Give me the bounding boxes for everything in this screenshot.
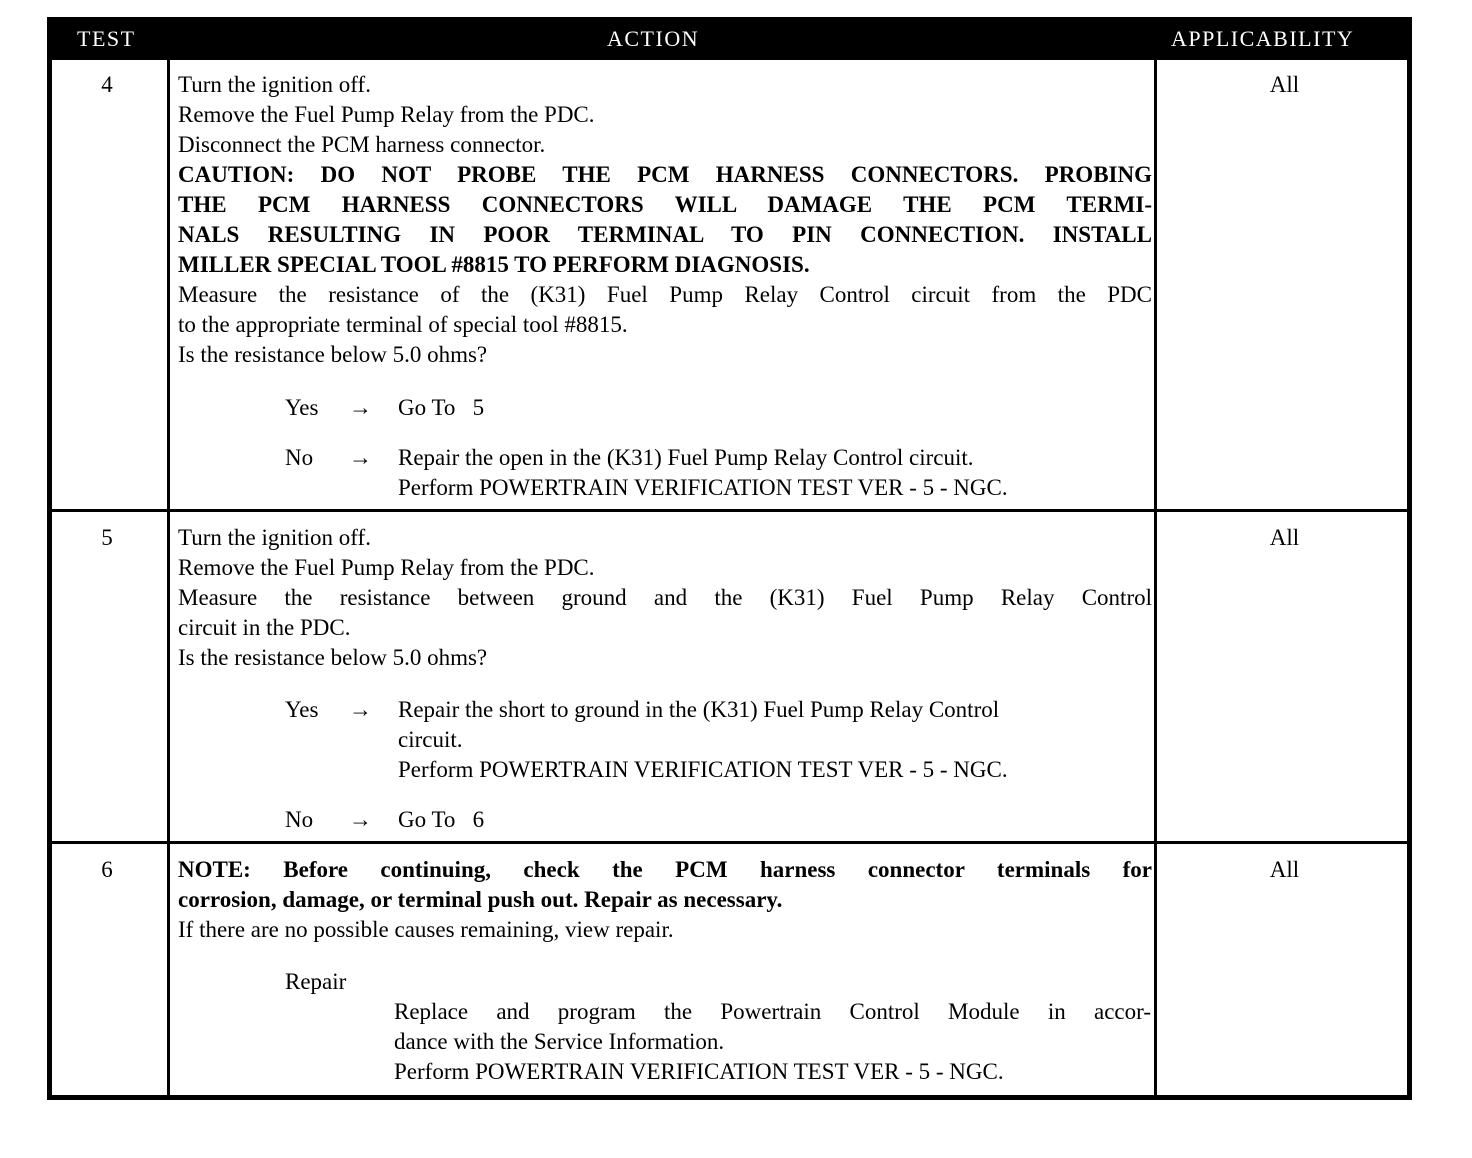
action-text [178,70,1152,370]
note-line: NOTE: Before continuing, check the PCM harness connector terminals for [178,857,1152,882]
table-body [52,60,1407,1095]
yes-result: Repair the short to ground in the (K31) Fuel Pump Relay Control [398,697,1000,722]
action-line: Disconnect the PCM harness connector. [178,132,546,157]
no-result: Perform POWERTRAIN VERIFICATION TEST VER - 5 - NGC. [398,475,1008,500]
header-test: TEST [77,26,136,51]
action-line: If there are no possible causes remaining, view repair. [178,917,674,942]
repair-line: Perform POWERTRAIN VERIFICATION TEST VER - 5 - NGC. [394,1059,1004,1084]
test-number: 4 [101,72,113,97]
no-label: No [285,807,314,832]
applicability-value: All [1269,525,1300,550]
test-number: 6 [101,857,113,882]
action-line: circuit in the PDC. [178,615,351,640]
arrow-icon: → [349,395,372,420]
applicability-value: All [1269,72,1300,97]
test-number: 5 [101,525,113,550]
action-line: Is the resistance below 5.0 ohms? [178,342,488,367]
note-line: corrosion, damage, or terminal push out. Repair as necessary. [178,887,783,912]
action-text [178,855,1152,945]
yes-label: Yes [285,697,319,722]
diagnostic-table [47,17,1412,1100]
column-divider [1154,60,1157,1095]
action-line: Measure the resistance of the (K31) Fuel Pump Relay Control circuit from the PDC [178,282,1152,307]
yes-label: Yes [285,395,319,420]
action-line: Remove the Fuel Pump Relay from the PDC. [178,555,595,580]
repair-text [394,997,1151,1087]
action-line: Remove the Fuel Pump Relay from the PDC. [178,102,595,127]
arrow-icon: → [349,697,372,722]
no-label: No [285,445,314,470]
caution-line: MILLER SPECIAL TOOL #8815 TO PERFORM DIAGNOSIS. [178,252,810,277]
repair-line: Replace and program the Powertrain Control Module in accor- [394,999,1151,1024]
caution-line: CAUTION: DO NOT PROBE THE PCM HARNESS CONNECTORS. PROBING [178,162,1152,187]
column-divider [167,60,170,1095]
action-line: Turn the ignition off. [178,525,371,550]
yes-result: circuit. [398,727,463,752]
no-result: Go To 6 [398,807,485,832]
action-line: Turn the ignition off. [178,72,371,97]
action-line: Measure the resistance between ground and the (K31) Fuel Pump Relay Control [178,585,1152,610]
action-text [178,523,1152,673]
row-divider [52,841,1407,844]
arrow-icon: → [349,807,372,832]
arrow-icon: → [349,445,372,470]
caution-line: NALS RESULTING IN POOR TERMINAL TO PIN CONNECTION. INSTALL [178,222,1152,247]
yes-result: Go To 5 [398,395,485,420]
repair-label: Repair [285,969,347,994]
action-line: Is the resistance below 5.0 ohms? [178,645,488,670]
table-header [47,17,1412,60]
header-action: ACTION [607,26,700,51]
yes-result: Perform POWERTRAIN VERIFICATION TEST VER - 5 - NGC. [398,757,1008,782]
no-result: Repair the open in the (K31) Fuel Pump Relay Control circuit. [398,445,974,470]
caution-line: THE PCM HARNESS CONNECTORS WILL DAMAGE THE PCM TERMI- [178,192,1152,217]
applicability-value: All [1269,857,1300,882]
row-divider [52,509,1407,512]
action-line: to the appropriate terminal of special tool #8815. [178,312,628,337]
header-applicability: APPLICABILITY [1171,26,1355,51]
repair-line: dance with the Service Information. [394,1029,725,1054]
